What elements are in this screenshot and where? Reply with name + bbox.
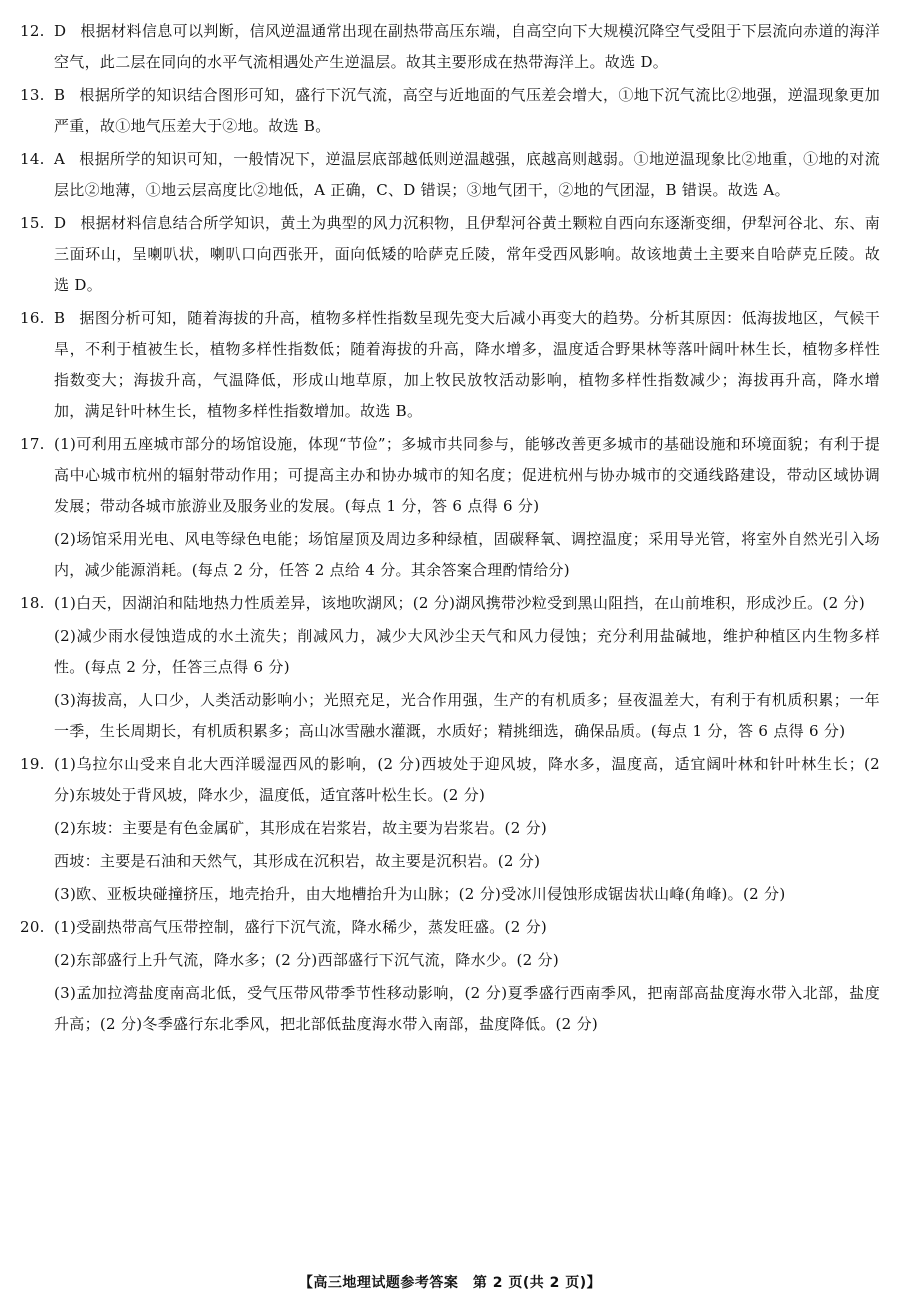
- item-explanation: 根据材料信息结合所学知识，黄土为典型的风力沉积物，且伊犁河谷黄土颗粒自西向东逐渐变细，伊犁河谷北、东、南三面环山，呈喇叭状，喇叭口向西张开，面向低矮的哈萨克丘陵，常年受西风影响。故该地黄土主要来自哈萨克丘陵。故选 D。: [54, 214, 880, 294]
- answer-item-16: [20, 303, 880, 427]
- sub-answer-2: (2)减少雨水侵蚀造成的水土流失；削减风力，减少大风沙尘天气和风力侵蚀；充分利用盐碱地，维护种植区内生物多样性。(每点 2 分，任答三点得 6 分): [54, 627, 880, 676]
- item-number: 14.: [20, 150, 45, 168]
- item-number: 12.: [20, 22, 45, 40]
- item-number: 19.: [20, 755, 45, 773]
- answer-item-14: [20, 144, 880, 206]
- page-footer: 【高三地理试题参考答案 第 2 页(共 2 页)】: [298, 1275, 602, 1291]
- item-explanation: 根据所学的知识结合图形可知，盛行下沉气流，高空与近地面的气压差会增大，①地下沉气流比②地强，逆温现象更加严重，故①地气压差大于②地。故选 B。: [54, 86, 880, 135]
- answer-item-13: [20, 80, 880, 142]
- answer-item-18: [20, 588, 880, 619]
- answer-item-19: [20, 749, 880, 811]
- sub-answer-3: (3)欧、亚板块碰撞挤压，地壳抬升，由大地槽抬升为山脉；(2 分)受冰川侵蚀形成锯齿状山峰(角峰)。(2 分): [54, 885, 786, 903]
- sub-answer-2: (2)东部盛行上升气流，降水多；(2 分)西部盛行下沉气流，降水少。(2 分): [54, 951, 559, 969]
- item-answer: B: [54, 309, 66, 327]
- item-number: 18.: [20, 594, 45, 612]
- answer-content: [20, 16, 880, 1042]
- sub-answer-1: (1)白天，因湖泊和陆地热力性质差异，该地吹湖风；(2 分)湖风携带沙粒受到黑山阻挡，在山前堆积，形成沙丘。(2 分): [54, 594, 865, 612]
- item-explanation: 根据所学的知识可知，一般情况下，逆温层底部越低则逆温越强，底越高则越弱。①地逆温现象比②地重，①地的对流层比②地薄，①地云层高度比②地低，A 正确，C、D 错误；③地气团干，②地的气团湿，B 错误。故选 A。: [54, 150, 880, 199]
- sub-answer-2: (2)东坡：主要是有色金属矿，其形成在岩浆岩，故主要为岩浆岩。(2 分): [54, 819, 548, 837]
- item-explanation: 据图分析可知，随着海拔的升高，植物多样性指数呈现先变大后减小再变大的趋势。分析其原因：低海拔地区，气候干旱，不利于植被生长，植物多样性指数低；随着海拔的升高，降水增多，温度适合野果林等落叶阔叶林生长，植物多样性指数变大；海拔升高，气温降低，形成山地草原，加上牧民放牧活动影响，植物多样性指数减少；海拔再升高，降水增加，满足针叶林生长，植物多样性指数增加。故选 B。: [54, 309, 880, 420]
- item-answer: A: [54, 150, 66, 168]
- answer-item-17: [20, 429, 880, 522]
- sub-answer-2: (2)场馆采用光电、风电等绿色电能；场馆屋顶及周边多种绿植，固碳释氧、调控温度；采用导光管，将室外自然光引入场内，减少能源消耗。(每点 2 分，任答 2 点给 4 分。其余答案合理酌情给分): [54, 530, 880, 579]
- item-answer: B: [54, 86, 66, 104]
- answer-item-20: [20, 912, 880, 943]
- item-number: 20.: [20, 918, 45, 936]
- sub-answer-1: (1)可利用五座城市部分的场馆设施，体现“节俭”；多城市共同参与，能够改善更多城市的基础设施和环境面貌；有利于提高中心城市杭州的辐射带动作用；可提高主办和协办城市的知名度；促进杭州与协办城市的交通线路建设，带动区域协调发展；带动各城市旅游业及服务业的发展。(每点 1 分，答 6 点得 6 分): [54, 435, 880, 515]
- item-number: 17.: [20, 435, 45, 453]
- item-number: 16.: [20, 309, 45, 327]
- item-answer: D: [54, 214, 67, 232]
- item-number: 15.: [20, 214, 45, 232]
- sub-answer-3: (3)孟加拉湾盐度南高北低，受气压带风带季节性移动影响，(2 分)夏季盛行西南季风，把南部高盐度海水带入北部，盐度升高；(2 分)冬季盛行东北季风，把北部低盐度海水带入南部，盐度降低。(2 分): [54, 984, 880, 1033]
- answer-item-15: [20, 208, 880, 301]
- sub-answer-2-west: 西坡：主要是石油和天然气，其形成在沉积岩，故主要是沉积岩。(2 分): [54, 852, 541, 870]
- item-explanation: 根据材料信息可以判断，信风逆温通常出现在副热带高压东端，自高空向下大规模沉降空气受阻于下层流向赤道的海洋空气，此二层在同向的水平气流相遇处产生逆温层。故其主要形成在热带海洋上。故选 D。: [54, 22, 880, 71]
- sub-answer-1: (1)受副热带高气压带控制，盛行下沉气流，降水稀少，蒸发旺盛。(2 分): [54, 918, 548, 936]
- item-answer: D: [54, 22, 67, 40]
- sub-answer-1: (1)乌拉尔山受来自北大西洋暖湿西风的影响，(2 分)西坡处于迎风坡，降水多，温度高，适宜阔叶林和针叶林生长；(2 分)东坡处于背风坡，降水少，温度低，适宜落叶松生长。(2 分): [54, 755, 880, 804]
- sub-answer-3: (3)海拔高，人口少，人类活动影响小；光照充足，光合作用强，生产的有机质多；昼夜温差大，有利于有机质积累；一年一季，生长周期长，有机质积累多；高山冰雪融水灌溉，水质好；精挑细选，确保品质。(每点 1 分，答 6 点得 6 分): [54, 691, 880, 740]
- answer-item-12: [20, 16, 880, 78]
- item-number: 13.: [20, 86, 45, 104]
